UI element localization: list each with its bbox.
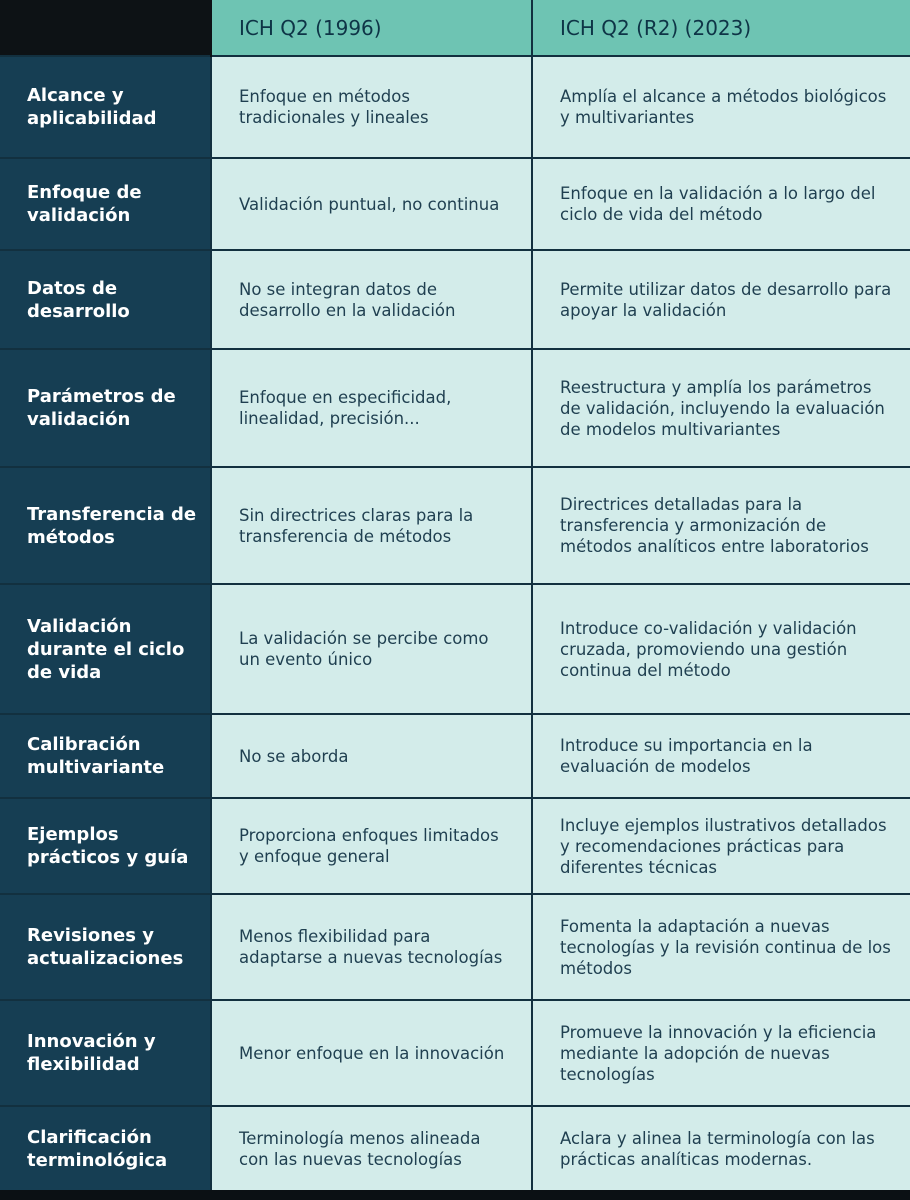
table-row xyxy=(0,250,910,349)
table-row xyxy=(0,584,910,714)
cell-q2-r2-2023: Directrices detalladas para la transferencia y armonización de métodos analíticos entre laboratorios xyxy=(532,467,910,584)
row-label: Ejemplos prácticos y guía xyxy=(0,798,211,894)
row-label: Transferencia de métodos xyxy=(0,467,211,584)
cell-q2-r2-2023: Permite utilizar datos de desarrollo para apoyar la validación xyxy=(532,250,910,349)
cell-q2-r2-2023: Enfoque en la validación a lo largo del ciclo de vida del método xyxy=(532,158,910,250)
cell-q2-r2-2023: Promueve la innovación y la eficiencia mediante la adopción de nuevas tecnologías xyxy=(532,1000,910,1106)
bottom-border-strip xyxy=(0,1190,910,1200)
cell-q2-r2-2023: Amplía el alcance a métodos biológicos y multivariantes xyxy=(532,56,910,158)
header-row xyxy=(0,0,910,56)
table-row xyxy=(0,1106,910,1190)
cell-q2-1996: Sin directrices claras para la transferencia de métodos xyxy=(211,467,532,584)
cell-q2-r2-2023: Reestructura y amplía los parámetros de validación, incluyendo la evaluación de modelos multivariantes xyxy=(532,349,910,467)
table-row xyxy=(0,894,910,1000)
row-label: Calibración multivariante xyxy=(0,714,211,798)
row-label: Datos de desarrollo xyxy=(0,250,211,349)
cell-q2-1996: Enfoque en métodos tradicionales y lineales xyxy=(211,56,532,158)
cell-q2-1996: La validación se percibe como un evento único xyxy=(211,584,532,714)
table-row xyxy=(0,467,910,584)
row-label: Innovación y flexibilidad xyxy=(0,1000,211,1106)
cell-q2-1996: No se aborda xyxy=(211,714,532,798)
table-row xyxy=(0,1000,910,1106)
cell-q2-r2-2023: Introduce su importancia en la evaluación de modelos xyxy=(532,714,910,798)
cell-q2-1996: No se integran datos de desarrollo en la validación xyxy=(211,250,532,349)
table-row xyxy=(0,714,910,798)
cell-q2-1996: Validación puntual, no continua xyxy=(211,158,532,250)
header-ich-q2-1996: ICH Q2 (1996) xyxy=(211,0,532,56)
cell-q2-r2-2023: Fomenta la adaptación a nuevas tecnologías y la revisión continua de los métodos xyxy=(532,894,910,1000)
row-label: Parámetros de validación xyxy=(0,349,211,467)
cell-q2-1996: Enfoque en especificidad, linealidad, precisión... xyxy=(211,349,532,467)
row-label: Enfoque de validación xyxy=(0,158,211,250)
header-corner xyxy=(0,0,211,56)
cell-q2-r2-2023: Introduce co-validación y validación cruzada, promoviendo una gestión continua del método xyxy=(532,584,910,714)
cell-q2-1996: Proporciona enfoques limitados y enfoque general xyxy=(211,798,532,894)
cell-q2-1996: Terminología menos alineada con las nuevas tecnologías xyxy=(211,1106,532,1190)
cell-q2-1996: Menor enfoque en la innovación xyxy=(211,1000,532,1106)
row-label: Clarificación terminológica xyxy=(0,1106,211,1190)
cell-q2-r2-2023: Aclara y alinea la terminología con las prácticas analíticas modernas. xyxy=(532,1106,910,1190)
table-row xyxy=(0,798,910,894)
cell-q2-r2-2023: Incluye ejemplos ilustrativos detallados y recomendaciones prácticas para diferentes técnicas xyxy=(532,798,910,894)
header-ich-q2-r2-2023: ICH Q2 (R2) (2023) xyxy=(532,0,910,56)
row-label: Validación durante el ciclo de vida xyxy=(0,584,211,714)
table-row xyxy=(0,56,910,158)
table-row xyxy=(0,158,910,250)
table-row xyxy=(0,349,910,467)
row-label: Alcance y aplicabilidad xyxy=(0,56,211,158)
row-label: Revisiones y actualizaciones xyxy=(0,894,211,1000)
cell-q2-1996: Menos flexibilidad para adaptarse a nuevas tecnologías xyxy=(211,894,532,1000)
